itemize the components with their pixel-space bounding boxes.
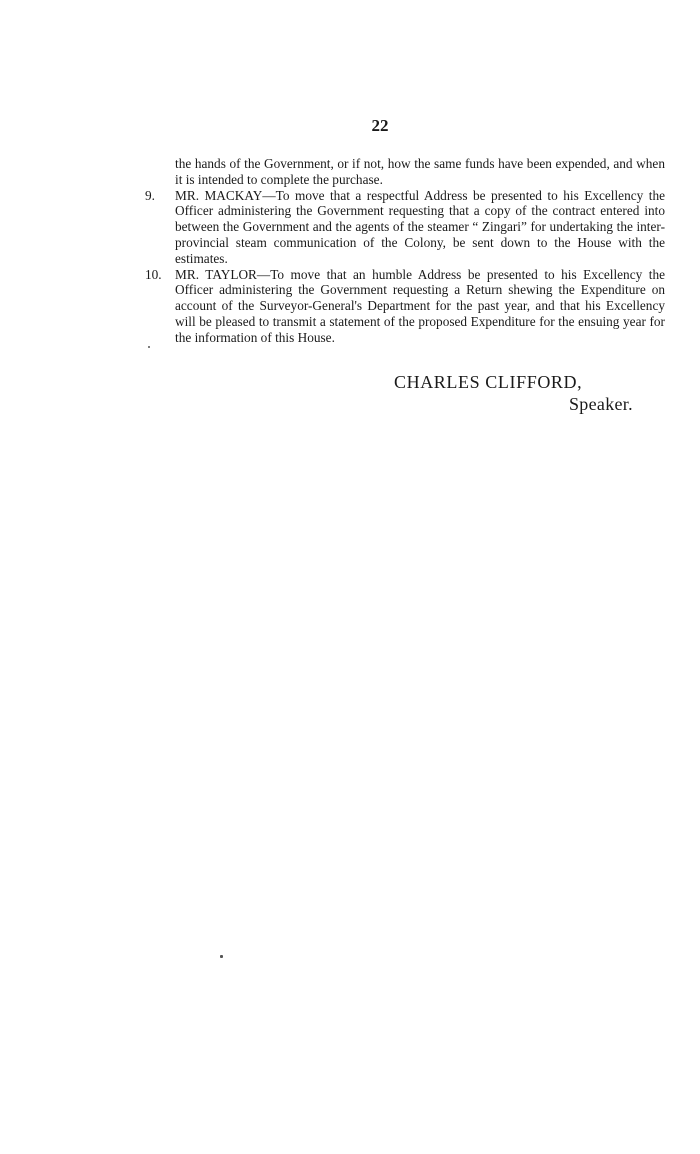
motion-number: 10. xyxy=(145,266,162,282)
ink-speck xyxy=(220,955,223,958)
speaker-name: CHARLES CLIFFORD, xyxy=(394,372,583,392)
ink-speck xyxy=(148,346,150,348)
motion-text: MR. TAYLOR—To move that an humble Address be presented to his Excellency the Officer administering the Government requesting a Return shewing the Expenditure on account of the Surveyor-General's Department for the past year, and that his Excellency will be pleased to transmit a statement of the proposed Expenditure for the ensuing year for the information of this House. xyxy=(175,266,665,345)
motion-number: 9. xyxy=(145,187,155,203)
page-number: 22 xyxy=(371,116,389,135)
motion-mackay xyxy=(145,188,665,267)
motion-continuation xyxy=(145,156,665,188)
motions-text xyxy=(145,156,665,346)
motion-text: the hands of the Government, or if not, how the same funds have been expended, and when it is intended to complete the purchase. xyxy=(175,156,665,187)
speaker-title: Speaker. xyxy=(569,394,633,414)
motion-text: MR. MACKAY—To move that a respectful Address be presented to his Excellency the Officer administering the Government requesting that a copy of the contract entered into between the Government and the agents of the steamer “ Zingari” for undertaking the inter-provincial steam communication of the Colony, be sent down to the House with the estimates. xyxy=(175,187,665,266)
signature-block xyxy=(394,371,633,415)
motion-taylor xyxy=(145,267,665,346)
